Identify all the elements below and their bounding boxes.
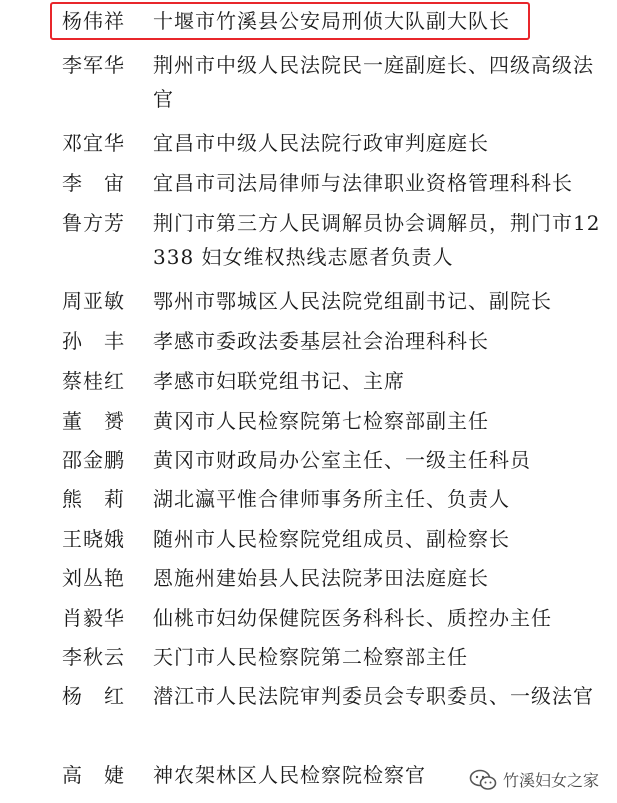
person-name: 李军华 [62, 53, 125, 77]
person-title: 孝感市妇联党组书记、主席 [153, 369, 405, 393]
person-title: 孝感市委政法委基层社会治理科科长 [153, 329, 489, 353]
person-name: 邓宜华 [62, 131, 125, 155]
person-title: 潜江市人民法院审判委员会专职委员、一级法官 [153, 684, 594, 708]
person-name: 刘丛艳 [62, 566, 125, 590]
person-name: 鲁方芳 [62, 211, 125, 235]
person-title: 黄冈市财政局办公室主任、一级主任科员 [153, 448, 531, 472]
person-name: 邵金鹏 [62, 448, 125, 472]
person-title: 湖北瀛平惟合律师事务所主任、负责人 [153, 487, 510, 511]
person-title: 宜昌市司法局律师与法律职业资格管理科科长 [153, 171, 573, 195]
person-name: 李 宙 [62, 171, 125, 195]
person-title: 天门市人民检察院第二检察部主任 [153, 645, 468, 669]
wechat-icon [469, 769, 497, 791]
person-name: 蔡桂红 [62, 369, 125, 393]
person-name: 王晓娥 [62, 527, 125, 551]
person-title: 黄冈市人民检察院第七检察部副主任 [153, 409, 489, 433]
person-title: 宜昌市中级人民法院行政审判庭庭长 [153, 131, 489, 155]
person-title: 仙桃市妇幼保健院医务科科长、质控办主任 [153, 606, 552, 630]
person-title: 荆州市中级人民法院民一庭副庭长、四级高级法官 [153, 53, 594, 111]
person-title: 荆门市第三方人民调解员协会调解员，荆门市12338 妇女维权热线志愿者负责人 [153, 211, 601, 269]
person-name: 周亚敏 [62, 289, 125, 313]
person-name: 熊 莉 [62, 487, 125, 511]
person-name: 李秋云 [62, 645, 125, 669]
person-name: 孙 丰 [62, 329, 125, 353]
person-name: 杨 红 [62, 684, 125, 708]
person-title: 神农架林区人民检察院检察官 [153, 763, 426, 787]
person-name: 肖毅华 [62, 606, 125, 630]
person-title: 恩施州建始县人民法院茅田法庭庭长 [153, 566, 489, 590]
person-title: 鄂州市鄂城区人民法院党组副书记、副院长 [153, 289, 552, 313]
wechat-watermark [465, 766, 603, 793]
person-name: 高 婕 [62, 763, 125, 787]
person-name: 杨伟祥 [62, 9, 125, 33]
person-title: 随州市人民检察院党组成员、副检察长 [153, 527, 510, 551]
watermark-text: 竹溪妇女之家 [502, 771, 599, 790]
person-title: 十堰市竹溪县公安局刑侦大队副大队长 [153, 9, 510, 33]
person-name: 董 赟 [62, 409, 125, 433]
